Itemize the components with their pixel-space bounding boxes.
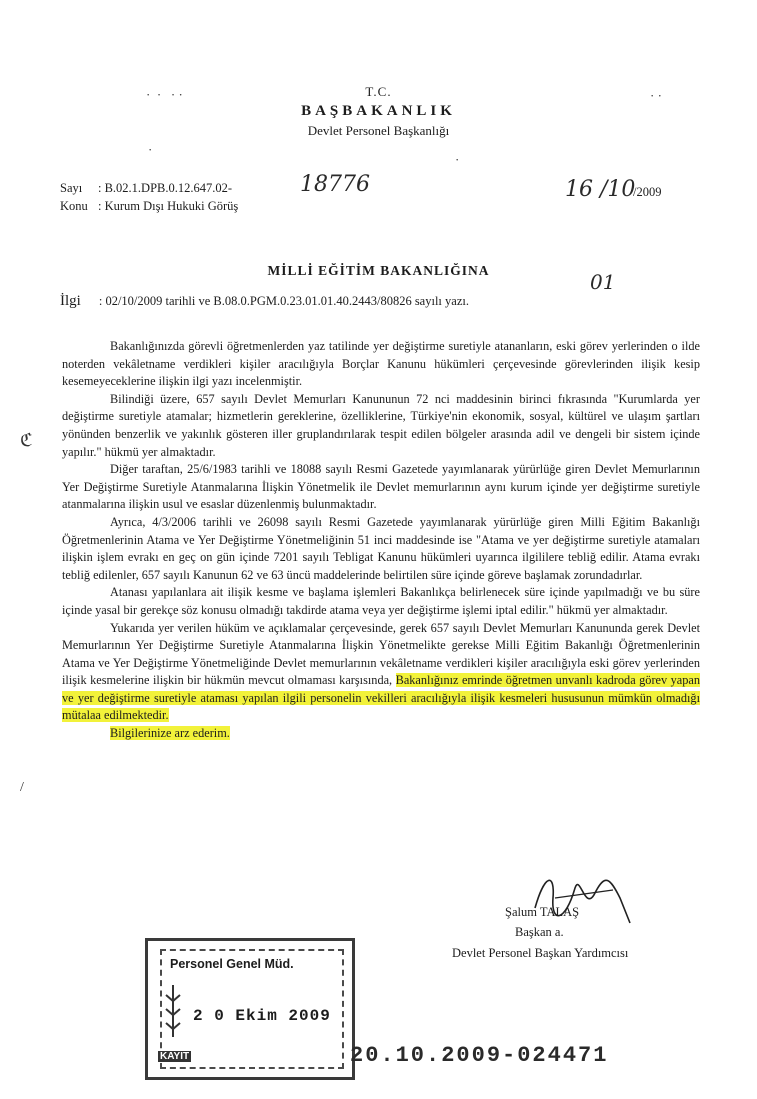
- paragraph-6-text: Yukarıda yer verilen hüküm ve açıklamalar çerçevesinde, gerek 657 sayılı Devlet Memurları Kanununda gerek Devlet Memurlarının Yer Değiştirme Suretiyle Atanmalarına İlişkin Yönetmelikte gerekse Milli Eğitim Bakanlığı Öğretmenlerinin Atama ve Yer Değiştirme Yönetmeliğinde Devlet memurlarının vekâletname verdikleri kişiler aracılığıyla eski görev yerlerinden ilişik kesmelerine ilişkin bir hükmün mevcut olmaması karşısında,: [62, 620, 700, 688]
- sayi-handwritten-number: 18776: [300, 172, 370, 197]
- header-country: T.C.: [365, 84, 392, 99]
- sayi-value: : B.02.1.DPB.0.12.647.02-: [98, 181, 233, 195]
- signatory-name: Şalum TALAŞ: [505, 905, 580, 919]
- letter-body: [62, 338, 700, 743]
- highlighted-conclusion: Bakanlığınız emrinde öğretmen unvanlı kadroda görev yapan ve yer değiştirme suretiyle ataması yapılan ilgili personelin vekilleri aracılığıyla ilişik kesmeleri hususunun mümkün olmadığı mütalaa edilmektedir.: [62, 673, 700, 723]
- scan-speck: ℭ: [20, 430, 33, 450]
- scan-speck: /: [20, 780, 24, 795]
- header-department: Devlet Personel Başkanlığı: [307, 123, 450, 138]
- scan-speck: ·: [148, 142, 153, 157]
- konu-value: : Kurum Dışı Hukuki Görüş: [98, 199, 239, 213]
- paragraph-3: Diğer taraftan, 25/6/1983 tarihli ve 18088 sayılı Resmi Gazetede yayımlanarak yürürlüğe giren Devlet Memurlarının Yer Değiştirme Suretiyle Atanmalarına İlişkin Yönetmelik ile Devlet memurlarının aynı kurum içinde yer değiştirme suretiyle atanmalarına ilişkin usul ve esaslar düzenlenmiş bulunmaktadır.: [62, 462, 700, 512]
- receipt-stamp: [145, 938, 355, 1080]
- reference-label: İlgi: [60, 293, 81, 309]
- paragraph-5: Atanası yapılanlara ait ilişik kesme ve başlama işlemleri Bakanlıkça belirlenecek süre içinde yapılmadığı ve bu süre içinde yasal bir gerekçe söz konusu olmadığı takdirde atama veya yer değiştirme işlemi iptal edilir." hükmü yer almaktadır.: [62, 585, 700, 617]
- paragraph-4: Ayrıca, 4/3/2006 tarihli ve 26098 sayılı Resmi Gazetede yayımlanarak yürürlüğe giren Milli Eğitim Bakanlığı Öğretmenlerinin Atama ve Yer Değiştirme Yönetmeliğinin 51 inci maddesinde ise "Atama ve yer değiştirme suretiyle atamaları ilişkin işlem evrakı en geç on gün içinde 7201 sayılı Tebligat Kanunu hükümleri uyarınca ilgililere tebliğ edilir. Atama evrakı tebliğ edilenler, 657 sayılı Kanunun 62 ve 63 üncü maddelerinde belirtilen süre içinde göreve başlamak zorundadırlar.: [62, 514, 700, 582]
- stamp-emblem-icon: [162, 981, 184, 1041]
- paragraph-6: [62, 620, 700, 726]
- scan-speck: · ·: [650, 88, 662, 103]
- addressee: MİLLİ EĞİTİM BAKANLIĞINA: [267, 263, 490, 278]
- konu-label: Konu: [60, 199, 88, 213]
- stamp-date: 2 0 Ekim 2009: [193, 1007, 331, 1025]
- scan-speck: · · · ·: [146, 87, 183, 102]
- date-year: /2009: [633, 185, 662, 199]
- registration-number: 20.10.2009-024471: [350, 1043, 609, 1068]
- sayi-label: Sayı: [60, 181, 83, 195]
- konu-line: [60, 199, 238, 214]
- sayi-line: [60, 181, 232, 196]
- signatory-title: Başkan a.: [515, 925, 564, 939]
- reference-line: [60, 293, 469, 310]
- stamp-office: Personel Genel Müd.: [170, 957, 294, 971]
- header-organization: BAŞBAKANLIK: [301, 103, 456, 119]
- scan-speck: ·: [455, 152, 460, 167]
- signatory-position: Devlet Personel Başkan Yardımcısı: [452, 946, 629, 960]
- margin-note: 01: [590, 270, 616, 294]
- closing-text: Bilgilerinize arz ederim.: [110, 726, 230, 741]
- paragraph-closing: [62, 725, 700, 743]
- paragraph-2: Bilindiği üzere, 657 sayılı Devlet Memurları Kanununun 72 nci maddesinin birinci fıkrasında "Kurumlarda yer değiştirme suretiyle atamalar; hizmetlerin gereklerine, özelliklerine, Türkiye'nin ekonomik, sosyal, kültürel ve ulaşım şartları yönünden benzerlik ve yakınlık gösteren iller gruplandırılarak tespit edilen bölgeler arasında adil ve dengeli bir sistem içinde yapılır." hükmü yer almaktadır.: [62, 391, 700, 459]
- paragraph-1: Bakanlığınızda görevli öğretmenlerden yaz tatilinde yer değiştirme suretiyle atananların, eski görev yerlerinden o ilde noterden vekâletname verdikleri kişiler aracılığıyla Borçlar Kanunu hükümleri çerçevesinde görevlerinden ilişik kesip kesemeyeceklerine ilişkin ilgi yazı incelenmiştir.: [62, 339, 700, 389]
- reference-text: : 02/10/2009 tarihli ve B.08.0.PGM.0.23.01.01.40.2443/80826 sayılı yazı.: [98, 294, 469, 308]
- date-handwritten: 16 /10: [565, 177, 636, 202]
- stamp-label: KAYIT: [160, 1051, 190, 1062]
